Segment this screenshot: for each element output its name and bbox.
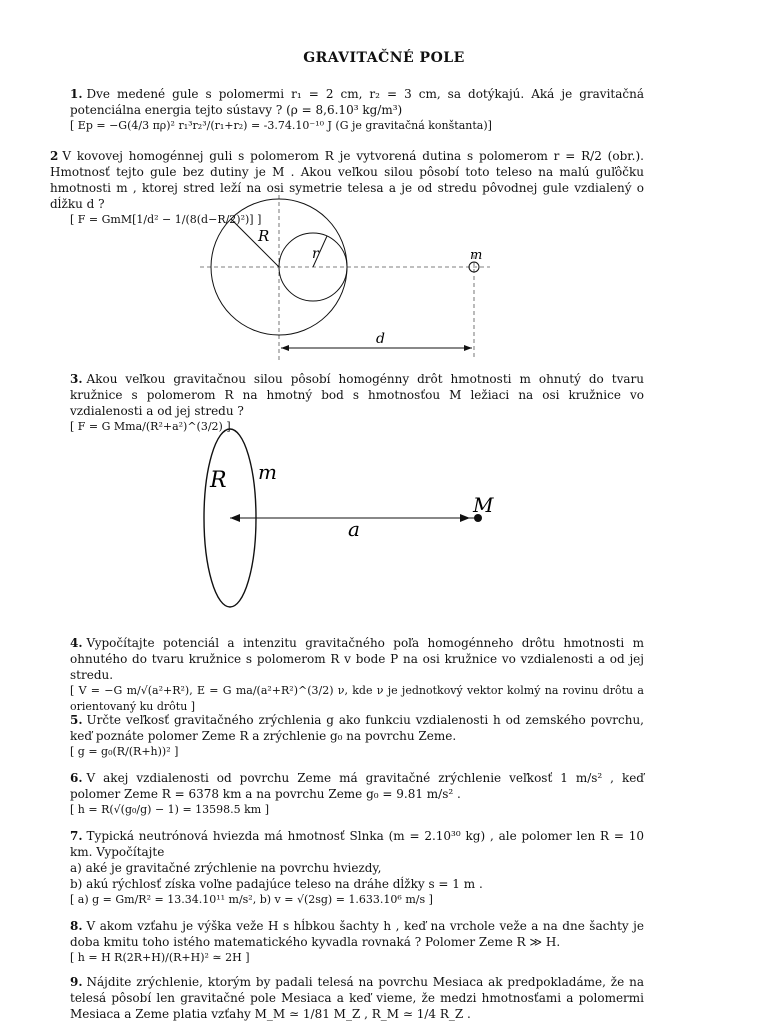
label-d: d <box>376 331 385 347</box>
problem-text: Typická neutrónová hviezda má hmotnosť Slnka (m = 2.10³⁰ kg) , ale polomer len R = 10 km. Vypočítajte <box>70 829 644 859</box>
problem-subitem: b) akú rýchlosť získa voľne padajúce teleso na dráhe dĺžky s = 1 m . <box>70 877 483 891</box>
problem-answer: [ V = −G m/√(a²+R²), E = G ma/(a²+R²)^(3/2) ν, kde ν je jednotkový vektor kolmý na rovinu drôtu a orientovaný ku drôtu ] <box>70 684 644 713</box>
label-a: a <box>348 517 360 541</box>
problem-text: V akej vzdialenosti od povrchu Zeme má gravitačné zrýchlenie veľkosť 1 m/s² , keď polomer Zeme R = 6378 km a na povrchu Zeme g₀ = 9.81 m/s² . <box>70 771 644 801</box>
problem-text: Dve medené gule s polomermi r₁ = 2 cm, r₂ = 3 cm, sa dotýkajú. Aká je gravitačná potenciálna energia tejto sústavy ? (ρ = 8,6.10³ kg/m³) <box>70 87 644 117</box>
problem-text: Nájdite zrýchlenie, ktorým by padali telesá na povrchu Mesiaca ak predpokladáme, že na telesá pôsobí len gravitačné pole Mesiaca a keď vieme, že medzi hmotnosťami a polomermi Mesiaca a Zeme platia vzťahy M_M ≃ 1/81 M_Z , R_M ≃ 1/4 R_Z . <box>70 975 644 1021</box>
problem-number: 1. <box>70 87 83 101</box>
problem-6 <box>50 770 644 818</box>
problem-answer: [ g = g₀(R/(R+h))² ] <box>70 745 179 758</box>
problem-4 <box>50 635 644 715</box>
problem-number: 8. <box>70 919 83 933</box>
problem-number: 5. <box>70 713 83 727</box>
problem-text: Akou veľkou gravitačnou silou pôsobí homogénny drôt hmotnosti m ohnutý do tvaru kružnice s polomerom R na hmotný bod s hmotnosťou M ležiaci na osi kružnice vo vzdialenosti a od jej stredu ? <box>70 372 644 418</box>
label-m: m <box>258 460 277 484</box>
problem-number: 2 <box>50 149 59 163</box>
label-R: R <box>258 227 270 245</box>
problem-5 <box>50 712 644 760</box>
problem-7 <box>50 828 644 908</box>
problem-text: V kovovej homogénnej guli s polomerom R je vytvorená dutina s polomerom r = R/2 (obr.). Hmotnosť tejto gule bez dutiny je M . Akou veľkou silou pôsobí toto teleso na malú guľôčku hmotnosti m , ktorej stred leží na osi symetrie telesa a je od stredu pôvodnej gule vzdialený o dĺžku d ? <box>50 149 644 211</box>
problem-text: Určte veľkosť gravitačného zrýchlenia g ako funkciu vzdialenosti h od zemského povrchu, keď poznáte polomer Zeme R a zrýchlenie g₀ na povrchu Zeme. <box>70 713 644 743</box>
problem-number: 3. <box>70 372 83 386</box>
problem-answer: [ F = GmM[1/d² − 1/(8(d−R/2)²)] ] <box>70 213 262 226</box>
problem-number: 9. <box>70 975 83 989</box>
label-M: M <box>473 493 494 517</box>
problem-answer: [ h = R(√(g₀/g) − 1) = 13598.5 km ] <box>70 803 270 816</box>
label-R: R <box>210 468 227 493</box>
problem-answer: [ F = G Mma/(R²+a²)^(3/2) ] <box>70 420 231 433</box>
problem-8 <box>50 918 644 966</box>
label-m: m <box>470 248 483 263</box>
problem-number: 7. <box>70 829 83 843</box>
problem-9 <box>50 974 644 1022</box>
arrow-left-icon <box>230 514 240 522</box>
problem-text: V akom vzťahu je výška veže H s hĺbkou šachty h , keď na vrchole veže a na dne šachty je doba kmitu toho istého matematického kyvadla rovnaká ? Polomer Zeme R ≫ H. <box>70 919 644 949</box>
problem-number: 4. <box>70 636 83 650</box>
page-title: GRAVITAČNÉ POLE <box>303 50 465 66</box>
problem-answer: [ h = H R(2R+H)/(R+H)² ≃ 2H ] <box>70 951 250 964</box>
problem-subitem: a) aké je gravitačné zrýchlenie na povrchu hviezdy, <box>70 861 382 875</box>
arrow-right-icon <box>460 514 470 522</box>
label-r: r <box>312 246 319 262</box>
problem-answer: [ a) g = Gm/R² = 13.34.10¹¹ m/s², b) v = √(2sg) = 1.633.10⁶ m/s ] <box>70 893 433 906</box>
problem-number: 6. <box>70 771 83 785</box>
problem-answer: [ Ep = −G(4/3 πρ)² r₁³r₂³/(r₁+r₂) = -3.74.10⁻¹⁰ J (G je gravitačná konštanta)] <box>70 119 492 132</box>
problem-text: Vypočítajte potenciál a intenzitu gravitačného poľa homogénneho drôtu hmotnosti m ohnutého do tvaru kružnice s polomerom R v bode P na osi kružnice vo vzdialenosti a od jej stredu. <box>70 636 644 682</box>
